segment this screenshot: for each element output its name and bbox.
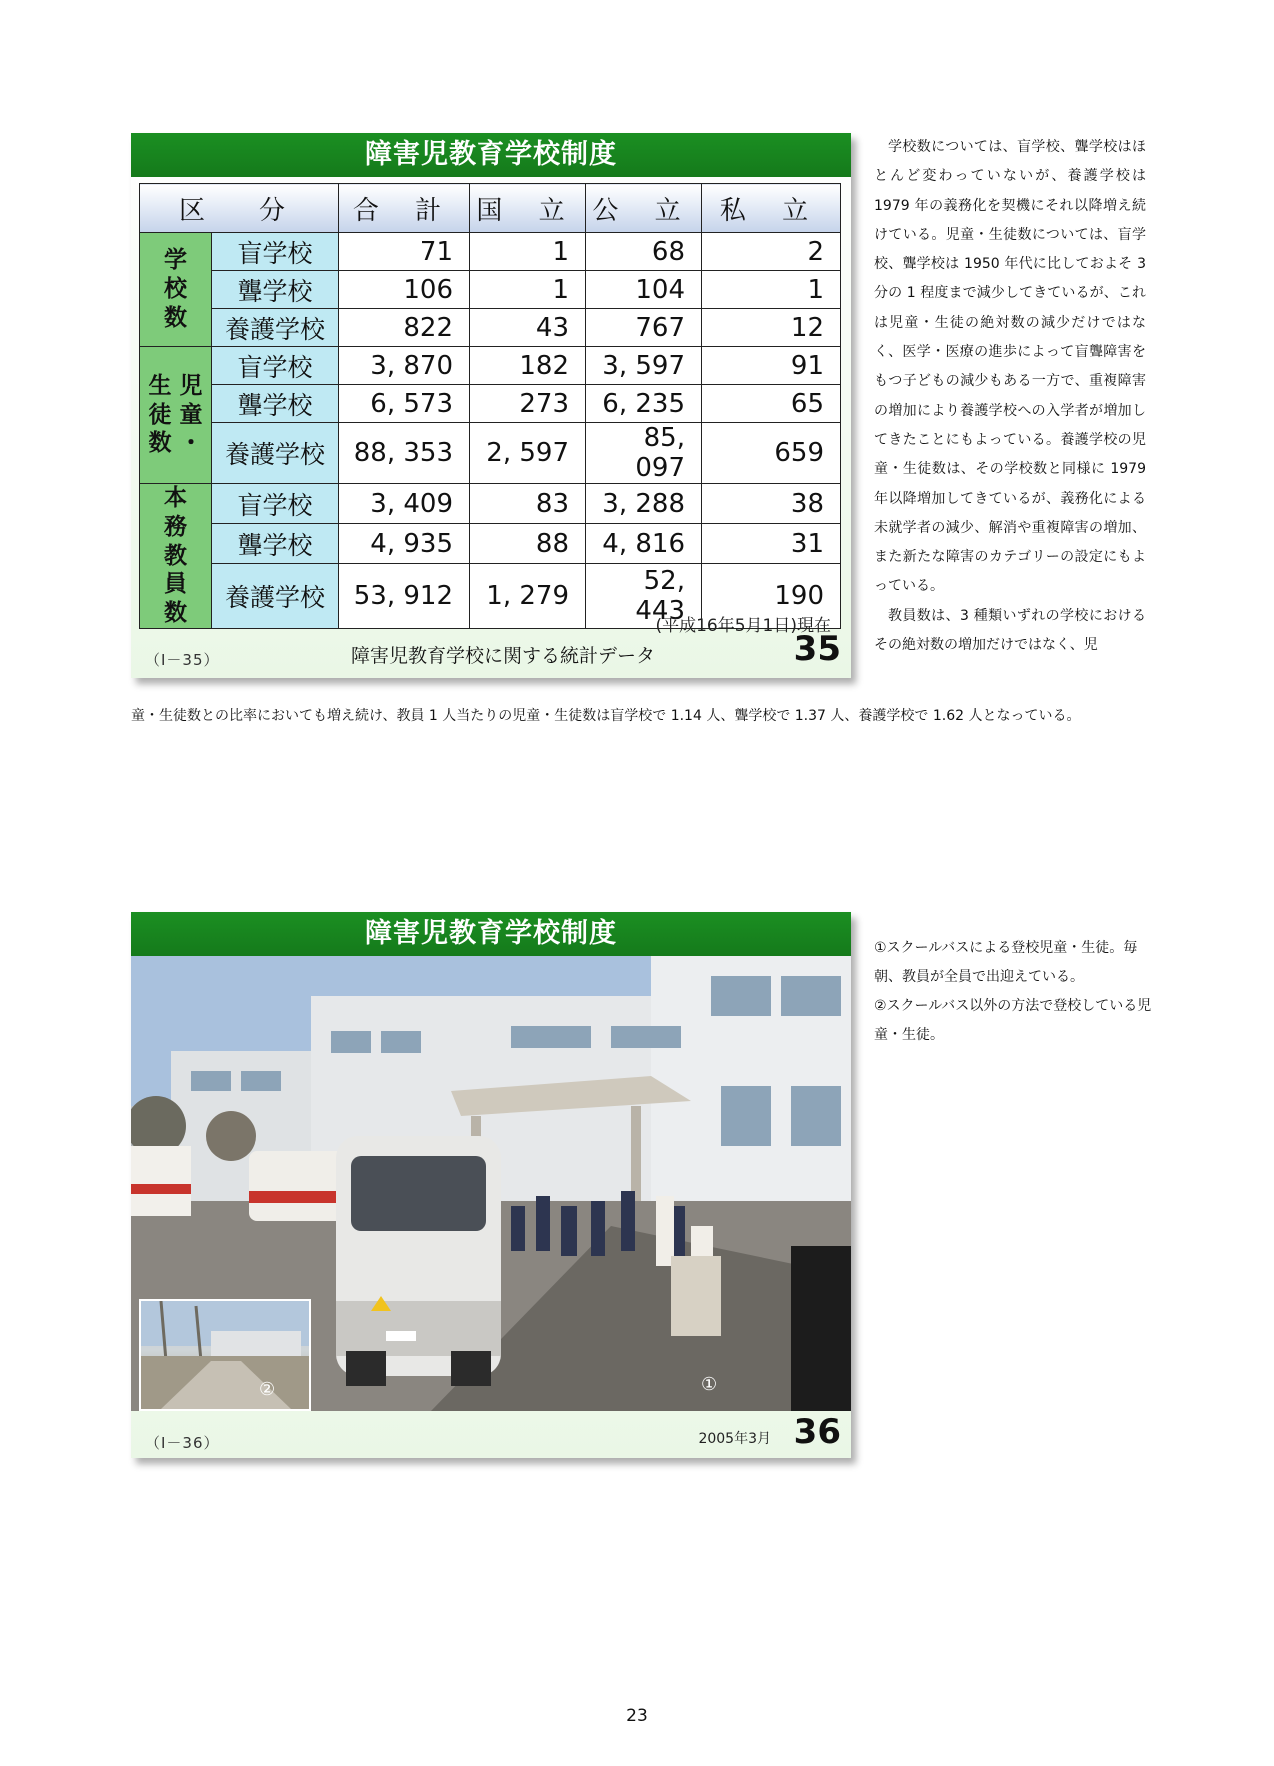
school-type: 盲学校 [212,233,339,271]
private-cell: 1 [702,271,841,309]
school-type: 盲学校 [212,484,339,524]
national-cell: 273 [470,385,586,423]
school-statistics-table [139,183,841,629]
national-cell: 43 [470,309,586,347]
header-public: 公 立 [586,184,702,233]
private-cell: 65 [702,385,841,423]
table-header-row [140,184,841,233]
commentary-continuation: 童・生徒数との比率においても増え続け、教員 1 人当たりの児童・生徒数は盲学校で 1.14 人、聾学校で 1.37 人、養護学校で 1.62 人となっている。 [131,708,1081,724]
table-row [140,233,841,271]
table-row [140,309,841,347]
total-cell: 822 [339,309,470,347]
header-total: 合 計 [339,184,470,233]
slide-date: 2005年3月 [698,1431,771,1447]
slide-caption: 障害児教育学校に関する統計データ [351,645,656,667]
public-cell: 3, 288 [586,484,702,524]
public-cell: 68 [586,233,702,271]
table-row [140,347,841,385]
photo-note-2: ②スクールバス以外の方法で登校している児童・生徒。 [874,998,1152,1043]
total-cell: 4, 935 [339,524,470,564]
total-cell: 6, 573 [339,385,470,423]
private-cell: 190 [702,564,841,628]
commentary-paragraph-2: 教員数は、3 種類いずれの学校におけるその絶対数の増加だけではなく、児 [874,607,1146,654]
national-cell: 182 [470,347,586,385]
photo-note-1: ①スクールバスによる登校児童・生徒。毎朝、教員が全員で出迎えている。 [874,940,1138,985]
commentary-paragraph-1: 学校数については、盲学校、聾学校はほとんど変わっていないが、養護学校は 1979 年の義務化を契機にそれ以降増え続けている。児童・生徒数については、盲学校、聾学校は 1950 年代に比しておよそ 3 分の 1 程度まで減少してきているが、これは児童・生徒の絶対数の減少だけではなく、医学・医療の進歩によって盲聾障害をもつ子どもの減少もある一方で、重複障害の増加により養護学校への入学者が増加してきたことにもよっている。養護学校の児童・生徒数は、その学校数と同様に 1979 年以降増加してきているが、義務化による未就学者の減少、解消や重複障害の増加、また新たな障害のカテゴリーの設定にもよっている。 [874,139,1146,595]
school-type: 養護学校 [212,564,339,628]
commentary-36 [874,934,1154,1050]
group-label-school-count: 学 校 数 [140,233,212,347]
public-cell: 85, 097 [586,423,702,484]
total-cell: 3, 870 [339,347,470,385]
school-type: 養護学校 [212,309,339,347]
private-cell: 91 [702,347,841,385]
school-bus-photo [131,956,851,1411]
slide-ref: （Ⅰ－36） [145,1434,220,1452]
slide-35 [131,133,851,678]
national-cell: 1, 279 [470,564,586,628]
school-type: 聾学校 [212,385,339,423]
slide-36 [131,912,851,1458]
date-note: (平成16年5月1日)現在 [655,616,831,636]
private-cell: 12 [702,309,841,347]
header-private: 私 立 [702,184,841,233]
public-cell: 4, 816 [586,524,702,564]
table-row [140,385,841,423]
commentary-35 [874,133,1146,660]
marker-2: ② [259,1379,276,1400]
table-row [140,423,841,484]
total-cell: 3, 409 [339,484,470,524]
table-row [140,271,841,309]
slide-page-number: 36 [793,1412,841,1452]
total-cell: 106 [339,271,470,309]
inset-illustration [141,1301,309,1409]
private-cell: 659 [702,423,841,484]
national-cell: 88 [470,524,586,564]
total-cell: 71 [339,233,470,271]
public-cell: 52, 443 [586,564,702,628]
table-row [140,524,841,564]
school-type: 盲学校 [212,347,339,385]
school-type: 聾学校 [212,271,339,309]
header-national: 国 立 [470,184,586,233]
page-number: 23 [626,1706,648,1726]
school-type: 聾学校 [212,524,339,564]
public-cell: 767 [586,309,702,347]
school-type: 養護学校 [212,423,339,484]
group-label-teacher-count: 本 務 教 員 数 [140,484,212,629]
public-cell: 3, 597 [586,347,702,385]
slide-title: 障害児教育学校制度 [131,133,851,177]
slide-ref: （Ⅰ－35） [145,651,220,669]
private-cell: 31 [702,524,841,564]
table-row [140,484,841,524]
national-cell: 1 [470,271,586,309]
national-cell: 2, 597 [470,423,586,484]
national-cell: 1 [470,233,586,271]
private-cell: 2 [702,233,841,271]
header-category: 区 分 [140,184,339,233]
national-cell: 83 [470,484,586,524]
public-cell: 104 [586,271,702,309]
slide-page-number: 35 [793,629,841,669]
public-cell: 6, 235 [586,385,702,423]
inset-photo [139,1299,311,1411]
group-label-student-count: 生 児 徒 童 数 ・ [140,347,212,484]
slide-title: 障害児教育学校制度 [131,912,851,956]
marker-1: ① [701,1374,718,1395]
private-cell: 38 [702,484,841,524]
total-cell: 53, 912 [339,564,470,628]
total-cell: 88, 353 [339,423,470,484]
